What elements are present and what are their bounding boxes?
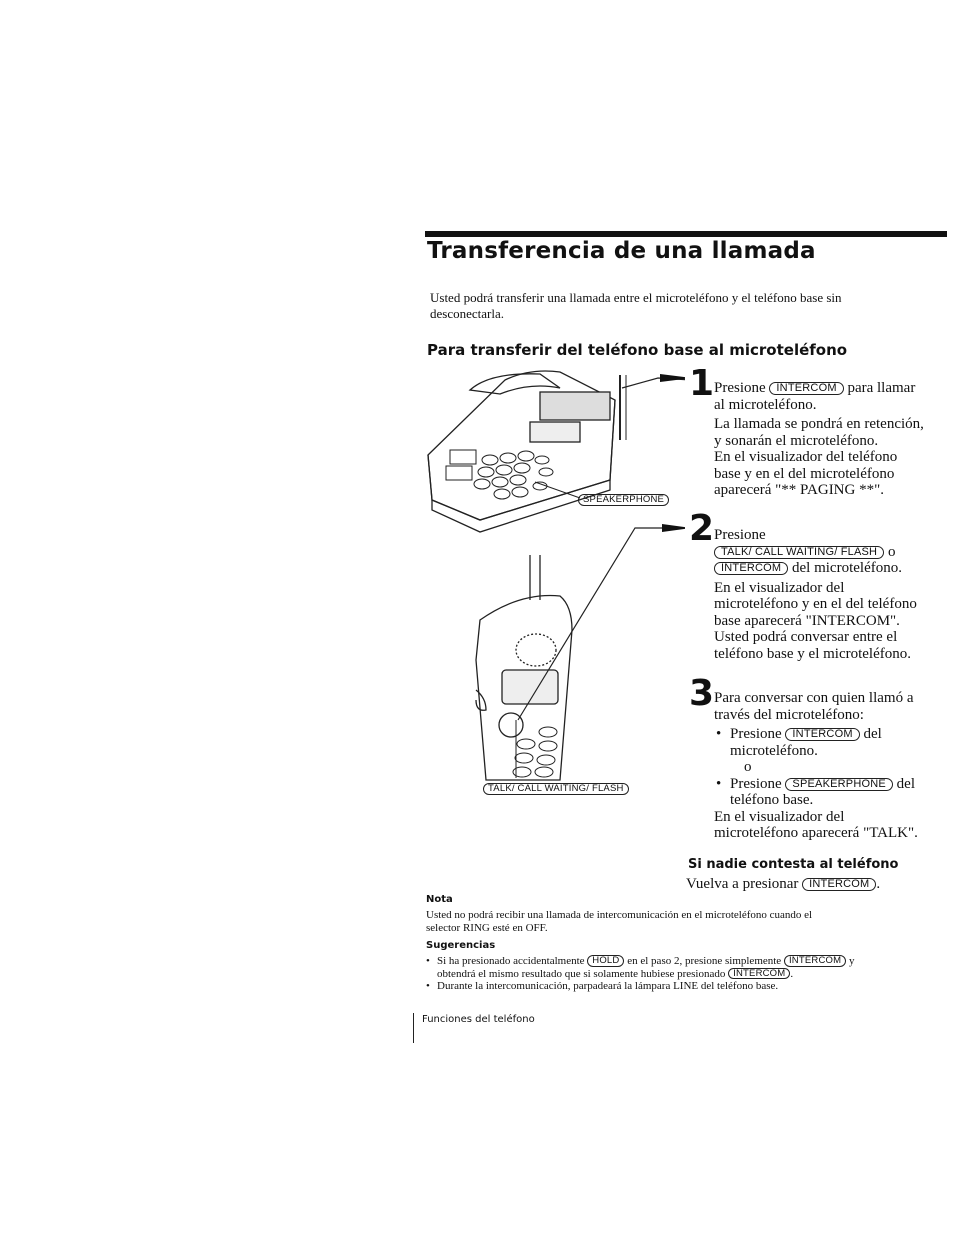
intercom-key: INTERCOM (785, 728, 859, 741)
step-3-number: 3 (689, 673, 715, 714)
intercom-key: INTERCOM (769, 382, 843, 395)
step-3-option-1: • Presione INTERCOM del microteléfono. (714, 726, 924, 759)
handset-drawing (476, 555, 572, 780)
page-title: Transferencia de una llamada (427, 238, 816, 264)
step-3-option-2: • Presione SPEAKERPHONE del teléfono base. (714, 776, 924, 809)
talk-flash-label: TALK/ CALL WAITING/ FLASH (483, 783, 629, 795)
base-phone-drawing (428, 371, 615, 532)
step-1-text: Presione INTERCOM para llamar al microteléfono. La llamada se pondrá en retención, y sonarán el microteléfono. En el visualizador del teléfono base y en el del microteléfono aparecerá "** PAGING **". (714, 380, 924, 498)
tip-2: • Durante la intercomunicación, parpadeará la lámpara LINE del teléfono base. (426, 980, 856, 993)
intercom-key: INTERCOM (714, 562, 788, 575)
section-footer: Funciones del teléfono (422, 1014, 535, 1025)
speakerphone-key: SPEAKERPHONE (785, 778, 892, 791)
step-2-text: Presione TALK/ CALL WAITING/ FLASH o INTERCOM del microteléfono. En el visualizador del microteléfono y en el del teléfono base aparecerá "INTERCOM". Usted podrá conversar entre el teléfono base y el microteléfono. (714, 527, 917, 662)
footer-bar (413, 1013, 414, 1043)
phone-illustration (410, 360, 685, 805)
note-heading: Nota (426, 894, 453, 905)
intercom-key: INTERCOM (728, 968, 790, 980)
talk-flash-key: TALK/ CALL WAITING/ FLASH (714, 546, 884, 559)
step-2-number: 2 (689, 508, 715, 549)
step-1-number: 1 (689, 363, 715, 404)
step-3-text: Para conversar con quien llamó a través del microteléfono: • Presione INTERCOM del microteléfono. o • Presione SPEAKERPHONE del teléfono base. En el visualizador del microteléfono aparecerá "TALK". (714, 690, 924, 842)
section-subtitle: Para transferir del teléfono base al microteléfono (427, 341, 848, 359)
note-text: Usted no podrá recibir una llamada de intercomunicación en el microteléfono cuando el selector RING esté en OFF. (426, 909, 813, 934)
intercom-key: INTERCOM (802, 878, 876, 891)
tips-list (426, 955, 856, 993)
tip-1: • Si ha presionado accidentalmente HOLD en el paso 2, presione simplemente INTERCOM y obtendrá el mismo resultado que si solamente hubiese presionado INTERCOM . (426, 955, 856, 980)
intercom-key: INTERCOM (784, 955, 846, 967)
title-rule (425, 231, 947, 237)
tips-heading: Sugerencias (426, 940, 496, 951)
no-answer-text: Vuelva a presionar INTERCOM . (686, 876, 881, 892)
speakerphone-label: SPEAKERPHONE (578, 494, 669, 506)
no-answer-heading: Si nadie contesta al teléfono (688, 857, 899, 872)
intro-text: Usted podrá transferir una llamada entre el microteléfono y el teléfono base sin desconectarla. (430, 290, 842, 321)
hold-key: HOLD (587, 955, 624, 967)
